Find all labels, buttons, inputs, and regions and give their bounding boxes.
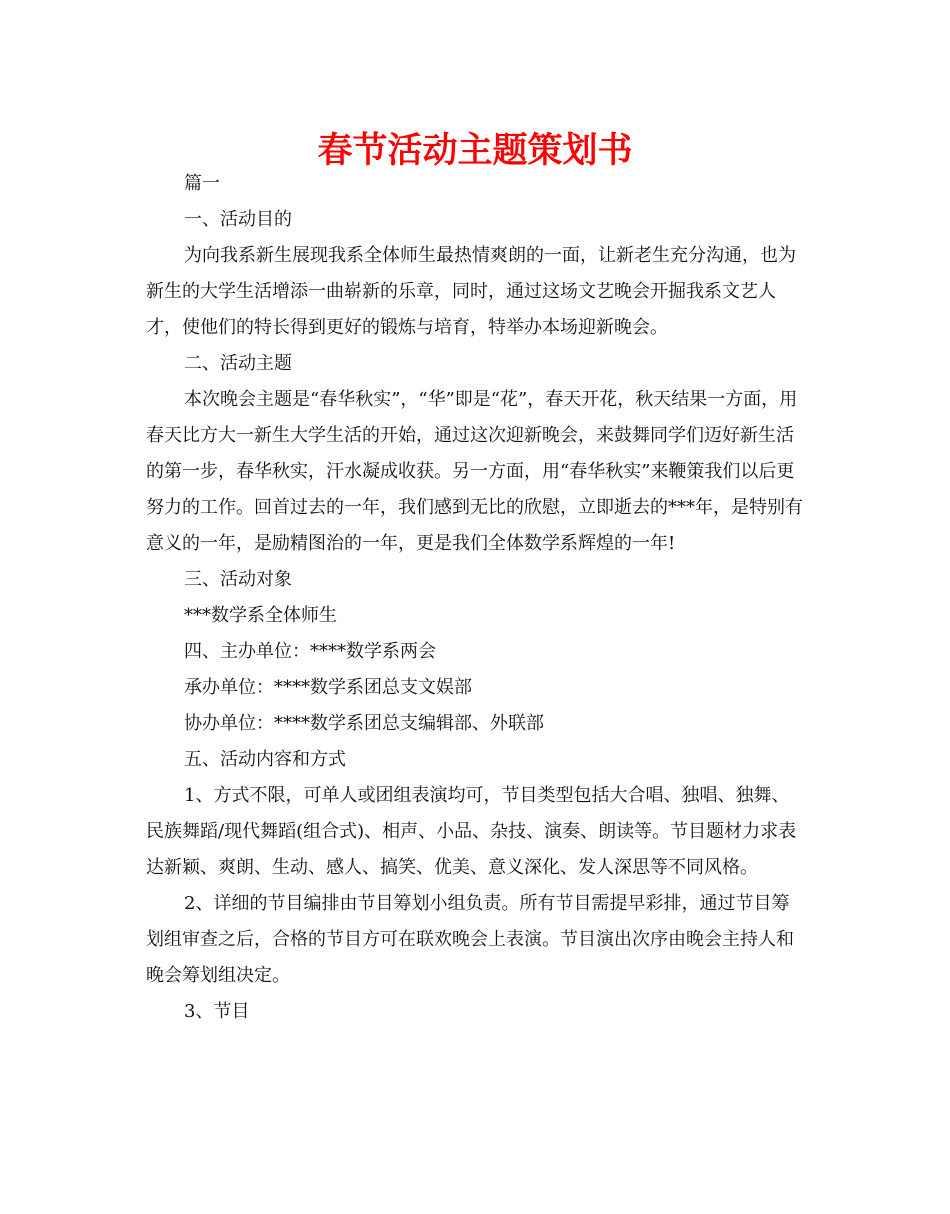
heading-activity-purpose: 一、活动目的 [184, 209, 292, 230]
paragraph-activity-target: ***数学系全体师生 [184, 605, 337, 626]
paragraph-activity-theme: 本次晚会主题是“春华秋实”，“华”即是“花”，春天开花，秋天结果一方面，用春天比方大一新生大学生活的开始，通过这次迎新晚会，来鼓舞同学们迈好新生活的第一步，春华秋实，汗水凝成收获。另一方面，用“春华秋实”来鞭策我们以后更努力的工作。回首过去的一年，我们感到无比的欣慰，立即逝去的***年，是特别有意义的一年，是励精图治的一年，更是我们全体数学系辉煌的一年! [146, 389, 803, 554]
heading-activity-target: 三、活动对象 [184, 569, 292, 590]
paragraph-section-label: 篇一 [184, 173, 220, 194]
paragraph-organizer: 四、主办单位：****数学系两会 [184, 641, 436, 662]
paragraph-item-1: 1、方式不限，可单人或团组表演均可，节目类型包括大合唱、独唱、独舞、民族舞蹈/现代舞蹈(组合式)、相声、小品、杂技、演奏、朗读等。节目题材力求表达新颖、爽朗、生动、感人、搞笑、优美、意义深化、发人深思等不同风格。 [146, 785, 797, 878]
paragraph-item-2: 2、详细的节目编排由节目筹划小组负责。所有节目需提早彩排，通过节目筹划组审查之后，合格的节目方可在联欢晚会上表演。节目演出次序由晚会主持人和晚会筹划组决定。 [146, 893, 794, 986]
heading-activity-theme: 二、活动主题 [184, 353, 292, 374]
document-body [146, 166, 806, 1030]
paragraph-host-unit: 承办单位：****数学系团总支文娱部 [184, 677, 472, 698]
paragraph-co-organizer: 协办单位：****数学系团总支编辑部、外联部 [184, 713, 544, 734]
document-title: 春节活动主题策划书 [317, 131, 633, 171]
heading-activity-content: 五、活动内容和方式 [184, 749, 346, 770]
paragraph-activity-purpose: 为向我系新生展现我系全体师生最热情爽朗的一面，让新老生充分沟通，也为新生的大学生活增添一曲崭新的乐章，同时，通过这场文艺晚会开掘我系文艺人才，使他们的特长得到更好的锻炼与培育，特举办本场迎新晚会。 [146, 245, 796, 338]
paragraph-item-3: 3、节目 [184, 1001, 250, 1022]
